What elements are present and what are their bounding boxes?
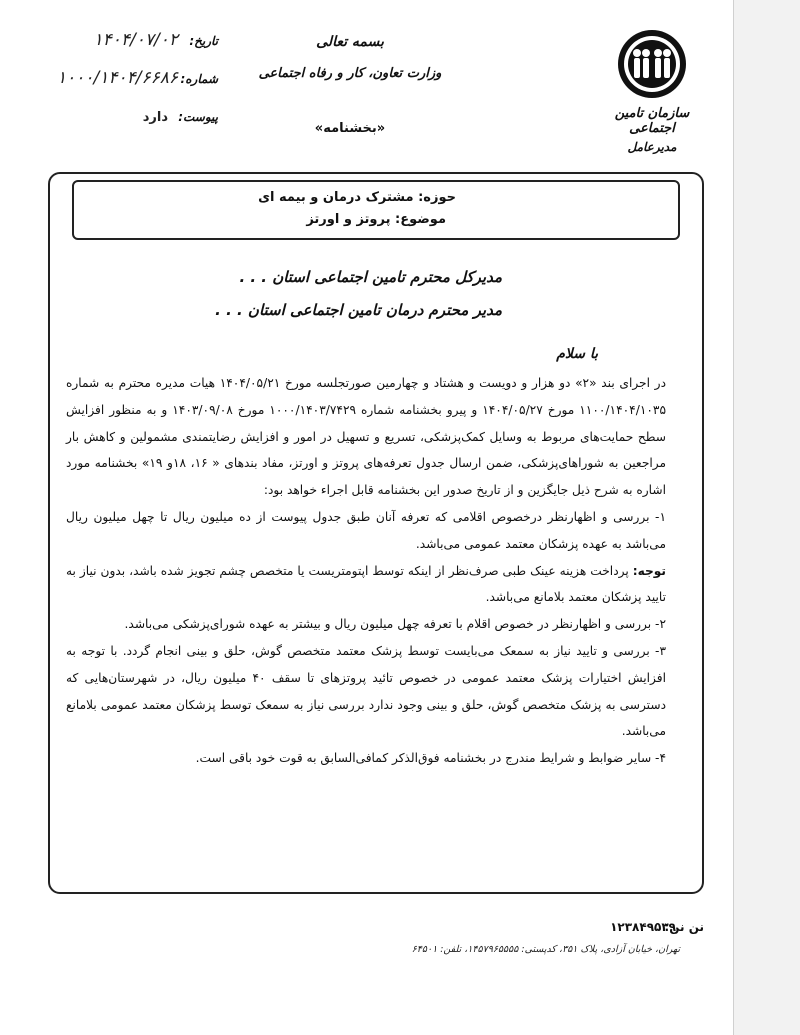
social-security-logo-icon <box>616 28 688 100</box>
organization-logo-block <box>604 28 700 154</box>
body-intro-paragraph: در اجرای بند «۲» دو هزار و دویست و هشتاد و چهارمین صورتجلسه مورخ ۱۴۰۴/۰۵/۲۱ هیات مدیره محترم به شماره ۱۱۰۰/۱۴۰۴/۱۰۳۵ مورخ ۱۴۰۴/۰۵/۲۷ و پیرو بخشنامه شماره ۱۰۰۰/۱۴۰۳/۷۴۲۹ مورخ ۱۴۰۳/۰۹/۰۸ و به منظور افزایش سطح حمایت‌های مربوط به وسایل کمک‌پزشکی، تسریع و تسهیل در امور و افزایش رضایتمندی مشمولین و کاهش بار مراجعین به شوراهای‌پزشکی، ضمن ارسال جدول تعرفه‌های پروتز و اورتز، مفاد بندهای « ۱۶، ۱۸و ۱۹» بخشنامه مورد اشاره به شرح ذیل جایگزین و از تاریخ صدور این بخشنامه قابل اجراء خواهد بود: <box>66 376 667 498</box>
body-item-3: ۳- بررسی و تایید نیاز به سمعک می‌بایست توسط پزشک معتمد متخصص گوش، حلق و بینی انجام گردد. با توجه به افزایش اختیارات پزشک معتمد عمومی در خصوص تائید پروتزهای تا سقف ۴۰ میلیون ریال، در شهرستان‌هایی که دسترسی به پزشک متخصص گوش، حلق و بینی وجود ندارد بررسی نیاز به سمعک توسط پزشکان معتمد عمومی بلامانع می‌باشد. <box>66 643 666 739</box>
body-item-4: ۴- سایر ضوابط و شرایط مندرج در بخشنامه فوق‌الذکر کمافی‌السابق به قوت خود باقی است. <box>195 751 666 766</box>
footer-address: تهران، خیابان آزادی، پلاک ۳۵۱، کدپستی: ۱۴۵۷۹۶۵۵۵۵، تلفن: ۶۴۵۰۱ <box>411 944 680 955</box>
letter-heading <box>250 34 450 136</box>
addressee-provincial-director: مدیرکل محترم تامین اجتماعی استان . . . <box>239 268 502 286</box>
body-note <box>66 558 666 612</box>
number-value: ۱۰۰۰/۱۴۰۴/۶۶۸۶ <box>56 68 178 88</box>
scan-shadow-strip <box>733 0 800 1035</box>
bismillah-text: بسمه تعالی <box>316 34 384 50</box>
body-item-1: ۱- بررسی و اظهارنظر درخصوص اقلامی که تعرفه آنان طبق جدول پیوست از ده میلیون ریال تا چهل میلیون ریال می‌باشد به عهده پزشکان معتمد عمومی می‌باشد. <box>66 509 666 551</box>
date-label: تاریخ: <box>189 34 218 48</box>
tracking-code-value: ۱۲۳۸۴۹۵۳۹ <box>610 920 676 934</box>
organization-department: مدیرعامل <box>627 140 677 154</box>
body-item-2: ۲- بررسی و اظهارنظر در خصوص اقلام با تعرفه چهل میلیون ریال و بیشتر به عهده شورای‌پزشکی می‌باشد. <box>124 617 666 632</box>
letter-meta <box>18 30 218 144</box>
document-type: «بخشنامه» <box>314 121 386 136</box>
ministry-name: وزارت تعاون، کار و رفاه اجتماعی <box>258 66 442 81</box>
attachment-label: پیوست: <box>178 110 218 124</box>
number-row <box>18 68 218 106</box>
subject-box <box>72 180 680 240</box>
letter-body <box>66 370 666 772</box>
addressee-health-director: مدیر محترم درمان تامین اجتماعی استان . . . <box>215 301 502 319</box>
greeting: با سلام <box>556 346 598 362</box>
organization-name: سازمان تامین اجتماعی <box>614 106 690 136</box>
attachment-row <box>18 106 218 144</box>
number-label: شماره: <box>180 72 218 86</box>
note-text: پرداخت هزینه عینک طبی صرف‌نظر از اینکه توسط اپتومتریست یا متخصص چشم تجویز شده باشد، بدون نیاز به تایید پزشکان معتمد بلامانع می‌باشد. <box>66 563 666 605</box>
subject-area: حوزه: مشترک درمان و بیمه ای <box>258 190 456 205</box>
note-label: توجه: <box>632 563 666 578</box>
tracking-code-label: نن نن: <box>664 920 704 934</box>
date-value: ۱۴۰۴/۰۷/۰۲ <box>93 30 178 50</box>
attachment-value: دارد <box>142 110 168 125</box>
date-row <box>18 30 218 68</box>
subject-topic: موضوع: پروتز و اورتز <box>306 212 446 227</box>
